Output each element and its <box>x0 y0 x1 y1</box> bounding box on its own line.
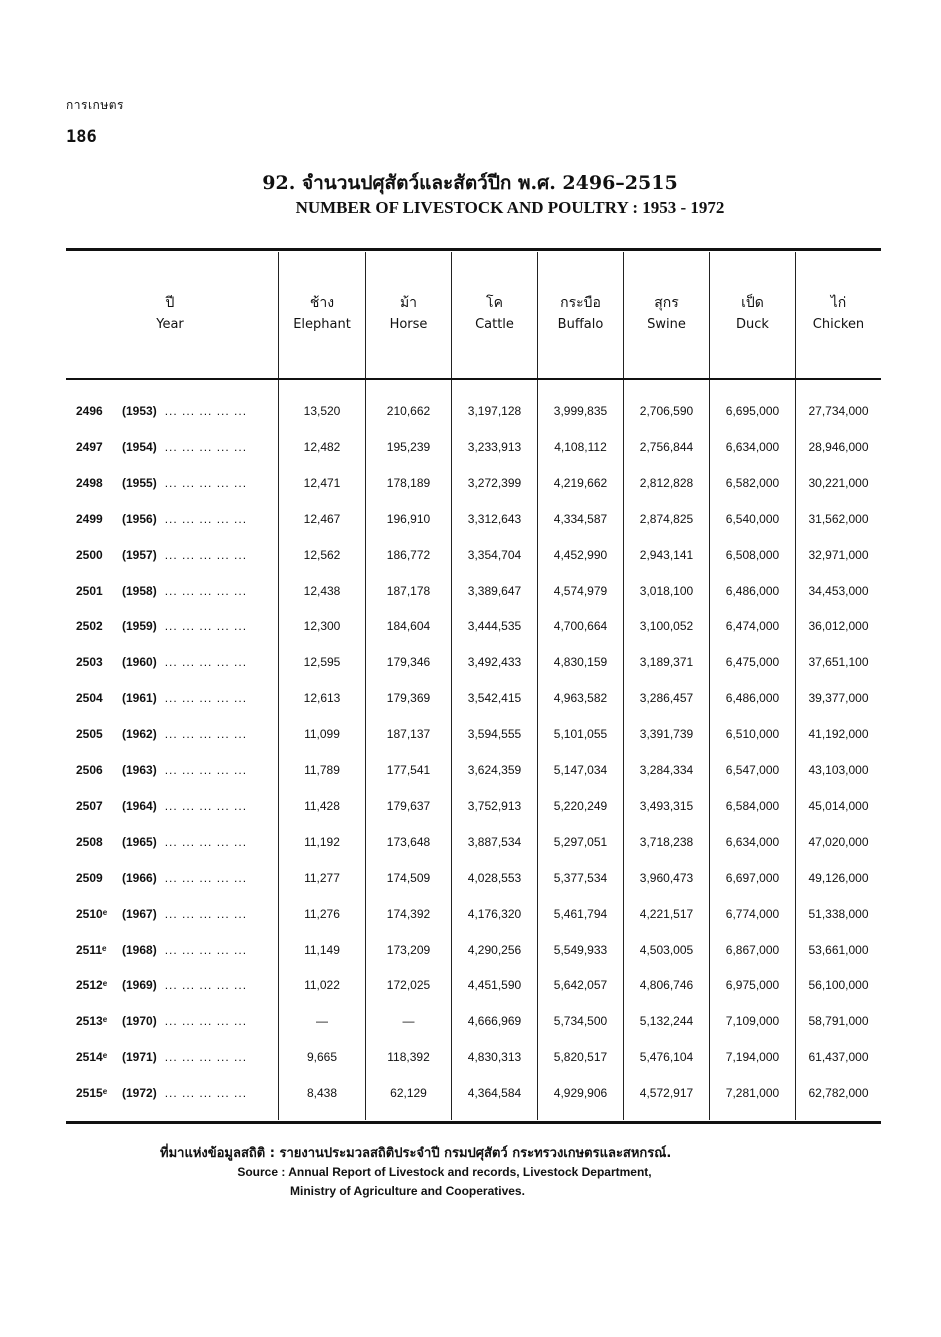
cattle-count: 3,624,359 <box>467 763 522 777</box>
horse-count: 179,346 <box>386 655 431 670</box>
elephant-count: 11,022 <box>304 978 340 993</box>
table-row <box>66 404 881 424</box>
buffalo-count: 5,101,055 <box>553 727 608 742</box>
chicken-count: 41,192,000 <box>808 727 869 742</box>
swine-count: 3,284,334 <box>639 763 694 777</box>
chicken-count: 37,651,100 <box>808 655 869 670</box>
year-buddhist-era: 2504 <box>76 691 103 706</box>
buffalo-count: 5,461,794 <box>553 906 608 921</box>
column-header-horse <box>366 292 451 336</box>
cattle-count: 3,594,555 <box>467 727 522 742</box>
table-row <box>66 512 881 532</box>
column-header-thai: เป็ด <box>741 295 764 311</box>
year-cell <box>76 1014 247 1028</box>
year-cell <box>76 512 247 526</box>
column-header-thai: กระบือ <box>560 295 601 311</box>
row-leader-dots: ... ... ... ... ... <box>164 547 248 562</box>
year-common-era: (1969) <box>122 978 157 993</box>
duck-count: 7,194,000 <box>725 1050 780 1065</box>
cattle-count: 4,666,969 <box>467 1014 522 1029</box>
year-common-era: (1967) <box>122 906 157 921</box>
year-common-era: (1958) <box>122 583 157 598</box>
duck-count: 6,697,000 <box>725 870 780 885</box>
source-note-english: Source : Annual Report of Livestock and records, Livestock Department, <box>160 1163 671 1182</box>
duck-count: 6,474,000 <box>725 619 780 634</box>
elephant-count: 12,300 <box>303 619 341 634</box>
chicken-count: 34,453,000 <box>808 583 869 598</box>
row-leader-dots: ... ... ... ... ... <box>164 906 248 921</box>
table-row <box>66 1014 881 1034</box>
year-common-era: (1968) <box>122 942 157 957</box>
year-buddhist-era: 2496 <box>76 404 103 418</box>
buffalo-count: 4,108,112 <box>554 439 607 454</box>
chicken-count: 51,338,000 <box>808 906 869 921</box>
duck-count: 6,867,000 <box>725 942 780 957</box>
buffalo-count: 5,642,057 <box>553 978 608 993</box>
page-header <box>66 96 124 147</box>
buffalo-count: 5,220,249 <box>553 798 608 813</box>
swine-count: 3,391,739 <box>639 727 694 742</box>
swine-count: 2,943,141 <box>639 547 694 562</box>
duck-count: 6,486,000 <box>725 691 780 706</box>
chicken-count: 39,377,000 <box>808 691 869 706</box>
row-leader-dots: ... ... ... ... ... <box>164 439 248 454</box>
swine-count: 3,286,457 <box>639 691 694 706</box>
horse-count: 187,178 <box>386 583 431 598</box>
year-cell <box>76 404 247 418</box>
column-header-cattle <box>452 292 537 336</box>
horse-count: 186,772 <box>386 547 431 562</box>
cattle-count: 3,389,647 <box>467 583 522 598</box>
table-row <box>66 727 881 747</box>
row-leader-dots: ... ... ... ... ... <box>164 583 248 598</box>
column-header-swine <box>624 292 709 336</box>
year-common-era: (1966) <box>122 870 157 885</box>
year-common-era: (1970) <box>122 1014 157 1029</box>
cattle-count: 4,290,256 <box>467 942 522 957</box>
elephant-count: 8,438 <box>306 1086 338 1101</box>
source-note-thai: ที่มาแห่งข้อมูลสถิติ : รายงานประมวลสถิติประจำปี กรมปศุสัตว์ กระทรวงเกษตรและสหกรณ์. <box>160 1146 672 1161</box>
swine-count: 2,812,828 <box>639 475 694 490</box>
year-cell <box>76 655 247 669</box>
duck-count: 7,281,000 <box>725 1086 780 1101</box>
year-cell <box>76 727 247 741</box>
elephant-count: 11,192 <box>304 834 340 849</box>
cattle-count: 3,887,534 <box>467 834 522 849</box>
chicken-count: 58,791,000 <box>808 1014 869 1029</box>
buffalo-count: 5,147,034 <box>553 763 608 777</box>
elephant-count: 12,467 <box>303 511 341 526</box>
table-row <box>66 1086 881 1106</box>
year-common-era: (1957) <box>122 547 157 562</box>
buffalo-count: 4,334,587 <box>553 511 608 526</box>
buffalo-count: 4,574,979 <box>553 583 608 598</box>
cattle-count: 3,272,399 <box>467 475 522 490</box>
swine-count: 4,221,517 <box>639 906 694 921</box>
year-common-era: (1959) <box>122 619 157 634</box>
duck-count: 6,634,000 <box>725 834 780 849</box>
column-header-thai: สุกร <box>654 295 679 311</box>
source-label-thai: ที่มาแห่งข้อมูลสถิติ <box>160 1146 266 1161</box>
horse-count: 118,392 <box>387 1050 430 1065</box>
horse-count: 173,209 <box>386 942 431 957</box>
table-row <box>66 655 881 675</box>
table-row <box>66 763 881 783</box>
horse-count: — <box>402 1014 415 1029</box>
column-header-year <box>120 292 220 336</box>
column-header-buffalo <box>538 292 623 336</box>
table-title-thai: 92. จำนวนปศุสัตว์และสัตว์ปีก พ.ศ. 2496–2515 <box>262 172 678 194</box>
buffalo-count: 4,219,662 <box>553 475 608 490</box>
row-leader-dots: ... ... ... ... ... <box>164 978 248 993</box>
cattle-count: 3,312,643 <box>467 511 522 526</box>
year-cell <box>76 1050 247 1064</box>
year-buddhist-era: 2507 <box>76 798 103 813</box>
chicken-count: 31,562,000 <box>808 511 869 526</box>
horse-count: 179,369 <box>386 691 431 706</box>
section-name: การเกษตร <box>66 98 124 112</box>
year-cell <box>76 440 247 454</box>
year-buddhist-era: 2511ᵉ <box>76 942 107 957</box>
row-leader-dots: ... ... ... ... ... <box>164 763 248 777</box>
duck-count: 7,109,000 <box>725 1014 780 1029</box>
column-header-elephant <box>279 292 365 336</box>
year-common-era: (1963) <box>122 763 157 777</box>
row-leader-dots: ... ... ... ... ... <box>164 870 248 885</box>
cattle-count: 3,197,128 <box>467 404 522 418</box>
elephant-count: 12,482 <box>303 439 341 454</box>
year-common-era: (1965) <box>122 834 157 849</box>
year-cell <box>76 691 247 705</box>
elephant-count: — <box>316 1014 328 1029</box>
swine-count: 5,132,244 <box>639 1014 694 1029</box>
duck-count: 6,508,000 <box>725 547 780 562</box>
duck-count: 6,547,000 <box>725 763 780 777</box>
chicken-count: 47,020,000 <box>808 834 869 849</box>
horse-count: 174,392 <box>386 906 431 921</box>
row-leader-dots: ... ... ... ... ... <box>164 475 248 490</box>
elephant-count: 12,471 <box>303 475 341 490</box>
chicken-count: 49,126,000 <box>808 870 869 885</box>
table-row <box>66 978 881 998</box>
year-buddhist-era: 2500 <box>76 547 103 562</box>
swine-count: 3,189,371 <box>639 655 694 670</box>
swine-count: 3,018,100 <box>639 583 694 598</box>
table-row <box>66 871 881 891</box>
year-buddhist-era: 2506 <box>76 763 103 777</box>
duck-count: 6,510,000 <box>725 727 780 742</box>
elephant-count: 11,277 <box>304 870 340 885</box>
column-header-thai: โค <box>486 295 503 311</box>
chicken-count: 61,437,000 <box>808 1050 869 1065</box>
swine-count: 3,493,315 <box>639 798 694 813</box>
year-buddhist-era: 2499 <box>76 511 103 526</box>
horse-count: 174,509 <box>386 870 431 885</box>
swine-count: 5,476,104 <box>639 1050 694 1065</box>
cattle-count: 4,028,553 <box>467 870 522 885</box>
elephant-count: 11,276 <box>304 906 340 921</box>
duck-count: 6,695,000 <box>725 404 780 418</box>
table-row <box>66 907 881 927</box>
row-leader-dots: ... ... ... ... ... <box>164 655 248 670</box>
chicken-count: 27,734,000 <box>808 404 869 418</box>
cattle-count: 3,444,535 <box>467 619 522 634</box>
buffalo-count: 5,549,933 <box>553 942 608 957</box>
swine-count: 2,706,590 <box>639 404 694 418</box>
year-common-era: (1956) <box>122 511 157 526</box>
source-label: Source <box>237 1165 278 1179</box>
row-leader-dots: ... ... ... ... ... <box>164 798 248 813</box>
cattle-count: 3,492,433 <box>467 655 522 670</box>
elephant-count: 12,613 <box>303 691 341 706</box>
year-common-era: (1954) <box>122 439 157 454</box>
horse-count: 179,637 <box>386 798 431 813</box>
cattle-count: 3,354,704 <box>467 547 522 562</box>
source-text-line-1: Annual Report of Livestock and records, Livestock Department, <box>288 1165 652 1179</box>
chicken-count: 36,012,000 <box>808 619 869 634</box>
year-common-era: (1960) <box>122 655 157 670</box>
elephant-count: 13,520 <box>303 404 341 418</box>
row-leader-dots: ... ... ... ... ... <box>164 1050 248 1065</box>
year-common-era: (1962) <box>122 727 157 742</box>
chicken-count: 56,100,000 <box>808 978 869 993</box>
chicken-count: 53,661,000 <box>808 942 869 957</box>
chicken-count: 45,014,000 <box>808 798 869 813</box>
chicken-count: 28,946,000 <box>808 439 869 454</box>
table-row <box>66 835 881 855</box>
horse-count: 184,604 <box>386 619 431 634</box>
column-header-thai: ม้า <box>399 295 418 311</box>
duck-count: 6,584,000 <box>725 798 780 813</box>
year-buddhist-era: 2502 <box>76 619 103 634</box>
swine-count: 4,503,005 <box>639 942 694 957</box>
column-header-english: Swine <box>647 317 686 332</box>
chicken-count: 43,103,000 <box>808 763 869 777</box>
swine-count: 4,806,746 <box>639 978 694 993</box>
year-cell <box>76 476 247 490</box>
horse-count: 210,662 <box>386 404 431 418</box>
buffalo-count: 4,929,906 <box>553 1086 608 1101</box>
buffalo-count: 4,963,582 <box>553 691 608 706</box>
table-row <box>66 619 881 639</box>
row-leader-dots: ... ... ... ... ... <box>164 511 248 526</box>
duck-count: 6,486,000 <box>725 583 780 598</box>
year-common-era: (1955) <box>122 475 157 490</box>
year-buddhist-era: 2497 <box>76 439 103 454</box>
cattle-count: 4,176,320 <box>467 906 522 921</box>
table-bottom-rule <box>66 1121 881 1124</box>
column-header-thai: ช้าง <box>309 295 335 311</box>
horse-count: 177,541 <box>386 763 431 777</box>
year-buddhist-era: 2514ᵉ <box>76 1050 108 1065</box>
buffalo-count: 5,297,051 <box>553 834 608 849</box>
duck-count: 6,774,000 <box>725 906 780 921</box>
duck-count: 6,475,000 <box>725 655 780 670</box>
row-leader-dots: ... ... ... ... ... <box>164 1086 248 1101</box>
horse-count: 173,648 <box>386 834 431 849</box>
buffalo-count: 5,377,534 <box>553 870 608 885</box>
year-buddhist-era: 2508 <box>76 834 103 849</box>
chicken-count: 32,971,000 <box>808 547 869 562</box>
cattle-count: 4,451,590 <box>467 978 522 993</box>
swine-count: 4,572,917 <box>639 1086 694 1101</box>
year-common-era: (1961) <box>122 691 157 706</box>
horse-count: 195,239 <box>386 439 431 454</box>
horse-count: 196,910 <box>386 511 431 526</box>
page-number: 186 <box>66 127 97 147</box>
duck-count: 6,582,000 <box>725 475 780 490</box>
chicken-count: 30,221,000 <box>808 475 869 490</box>
duck-count: 6,634,000 <box>725 439 780 454</box>
elephant-count: 12,595 <box>303 655 341 670</box>
buffalo-count: 3,999,835 <box>553 404 608 418</box>
table-top-rule <box>66 248 881 251</box>
source-text-thai: รายงานประมวลสถิติประจำปี กรมปศุสัตว์ กระทรวงเกษตรและสหกรณ์. <box>279 1146 672 1161</box>
elephant-count: 11,149 <box>304 942 340 957</box>
column-header-duck <box>710 292 795 336</box>
year-buddhist-era: 2515ᵉ <box>76 1086 108 1101</box>
table-row <box>66 440 881 460</box>
table-row <box>66 691 881 711</box>
year-common-era: (1953) <box>122 404 157 418</box>
row-leader-dots: ... ... ... ... ... <box>164 1014 248 1029</box>
duck-count: 6,975,000 <box>725 978 780 993</box>
chicken-count: 62,782,000 <box>808 1086 869 1101</box>
elephant-count: 11,428 <box>304 798 340 813</box>
table-title-english: NUMBER OF LIVESTOCK AND POULTRY : 1953 - 1972 <box>295 198 725 217</box>
elephant-count: 11,789 <box>304 763 340 777</box>
elephant-count: 12,438 <box>303 583 341 598</box>
elephant-count: 11,099 <box>304 727 340 742</box>
source-text-line-2: Ministry of Agriculture and Cooperatives. <box>290 1184 525 1198</box>
horse-count: 178,189 <box>386 475 431 490</box>
column-header-chicken <box>796 292 881 336</box>
year-buddhist-era: 2501 <box>76 583 103 598</box>
year-cell <box>76 548 247 562</box>
column-header-english: Cattle <box>475 317 514 332</box>
cattle-count: 3,542,415 <box>467 691 522 706</box>
row-leader-dots: ... ... ... ... ... <box>164 727 248 742</box>
buffalo-count: 4,452,990 <box>553 547 608 562</box>
row-leader-dots: ... ... ... ... ... <box>164 619 248 634</box>
year-cell <box>76 1086 247 1100</box>
elephant-count: 12,562 <box>303 547 341 562</box>
year-cell <box>76 619 247 633</box>
table-footer <box>160 1144 671 1201</box>
column-header-english: Horse <box>389 317 428 332</box>
row-leader-dots: ... ... ... ... ... <box>164 834 248 849</box>
cattle-count: 3,752,913 <box>467 798 522 813</box>
buffalo-count: 4,700,664 <box>553 619 608 634</box>
column-header-thai: ไก่ <box>830 295 847 311</box>
swine-count: 3,960,473 <box>639 870 694 885</box>
year-cell <box>76 978 247 992</box>
year-buddhist-era: 2505 <box>76 727 103 742</box>
year-cell <box>76 907 247 921</box>
year-buddhist-era: 2509 <box>76 870 103 885</box>
horse-count: 187,137 <box>386 727 431 742</box>
buffalo-count: 5,820,517 <box>553 1050 608 1065</box>
swine-count: 3,718,238 <box>639 834 694 849</box>
column-header-english: Chicken <box>812 317 865 332</box>
table-row <box>66 476 881 496</box>
horse-count: 62,129 <box>390 1086 427 1101</box>
column-header-thai: ปี <box>165 295 175 311</box>
year-buddhist-era: 2513ᵉ <box>76 1014 108 1029</box>
buffalo-count: 5,734,500 <box>553 1014 608 1029</box>
year-buddhist-era: 2512ᵉ <box>76 978 108 993</box>
buffalo-count: 4,830,159 <box>553 655 608 670</box>
row-leader-dots: ... ... ... ... ... <box>164 691 248 706</box>
column-header-english: Buffalo <box>557 317 604 332</box>
swine-count: 2,874,825 <box>639 511 694 526</box>
swine-count: 2,756,844 <box>639 439 694 454</box>
duck-count: 6,540,000 <box>725 511 780 526</box>
cattle-count: 3,233,913 <box>467 439 522 454</box>
horse-count: 172,025 <box>386 978 431 993</box>
year-common-era: (1972) <box>122 1086 157 1101</box>
row-leader-dots: ... ... ... ... ... <box>164 942 248 957</box>
cattle-count: 4,364,584 <box>467 1086 522 1101</box>
year-common-era: (1964) <box>122 798 157 813</box>
year-cell <box>76 835 247 849</box>
table-row <box>66 799 881 819</box>
year-cell <box>76 584 247 598</box>
swine-count: 3,100,052 <box>639 619 694 634</box>
year-cell <box>76 943 247 957</box>
year-buddhist-era: 2503 <box>76 655 103 670</box>
elephant-count: 9,665 <box>306 1050 338 1065</box>
column-header-english: Year <box>156 317 184 332</box>
cattle-count: 4,830,313 <box>467 1050 522 1065</box>
year-cell <box>76 763 247 777</box>
column-header-english: Duck <box>736 317 769 332</box>
table-row <box>66 1050 881 1070</box>
table-header-rule <box>66 378 881 380</box>
table-row <box>66 584 881 604</box>
column-header-english: Elephant <box>293 317 351 332</box>
year-common-era: (1971) <box>122 1050 157 1065</box>
table-row <box>66 548 881 568</box>
table-row <box>66 943 881 963</box>
year-cell <box>76 871 247 885</box>
year-cell <box>76 799 247 813</box>
year-buddhist-era: 2498 <box>76 475 103 490</box>
year-buddhist-era: 2510ᵉ <box>76 906 108 921</box>
row-leader-dots: ... ... ... ... ... <box>164 404 248 418</box>
